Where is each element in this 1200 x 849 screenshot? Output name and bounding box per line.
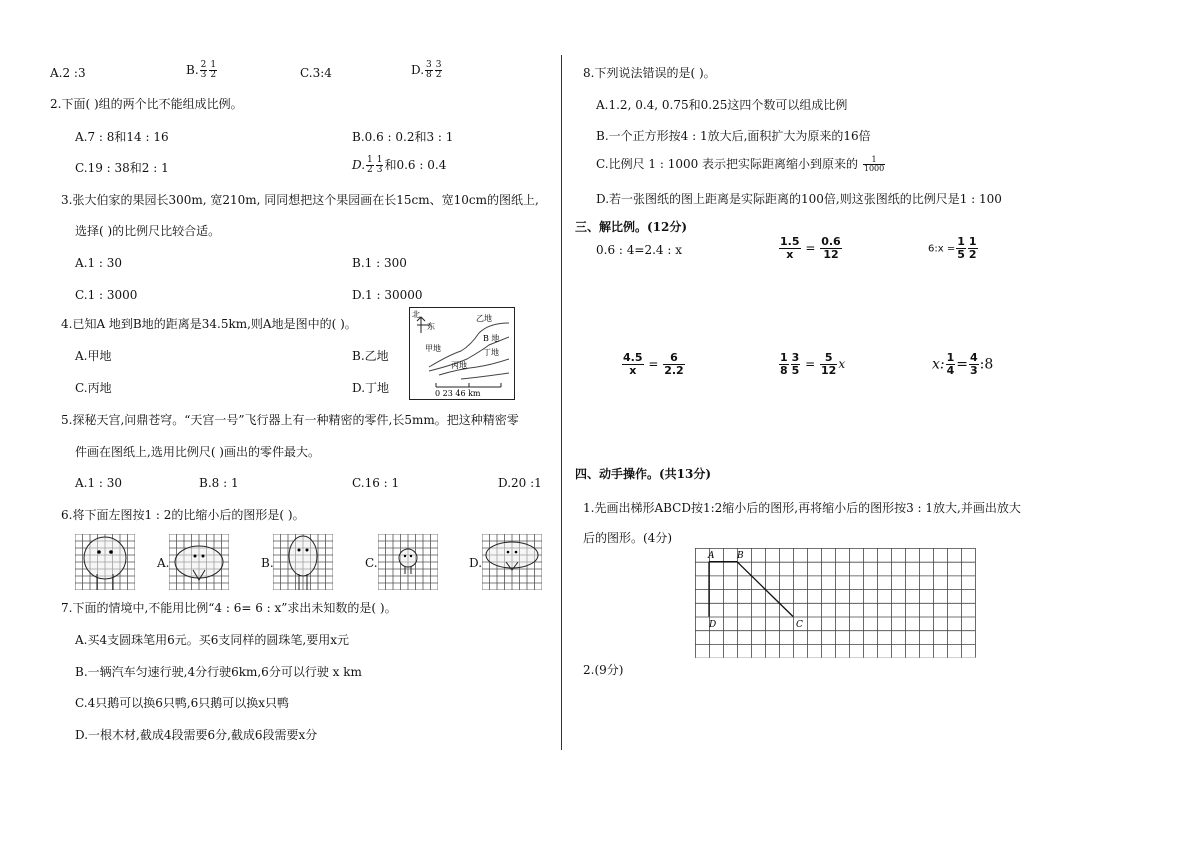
q5-stem-line2: 件画在图纸上,选用比例尺( )画出的零件最大。 xyxy=(75,445,320,459)
q1-option-b: B. $\frac{2}{3}$ $\frac{1}{2}$ xyxy=(186,60,217,80)
q1-option-d: D. $\frac{3}{8}$ $\frac{3}{2}$ xyxy=(411,60,442,80)
q3-stem-line1: 3.张大伯家的果园长300m, 宽210m, 同同想把这个果园画在长15cm、宽10cm的图纸上, xyxy=(61,193,539,207)
q6-option-b-label: B. xyxy=(261,556,274,570)
map-east-label: 东 xyxy=(427,322,435,331)
section-4-q2: 2.(9分) xyxy=(583,663,624,677)
equation-5: $\frac{1}{8}$ $\frac{3}{5}$ = $\frac{5}{12}$ x xyxy=(780,351,846,377)
section-4-q1-line2: 后的图形。(4分) xyxy=(583,531,672,545)
q8-stem: 8.下列说法错误的是( )。 xyxy=(583,66,716,80)
q8-option-d: D.若一张图纸的图上距离是实际距离的100倍,则这张图纸的比例尺是1 : 100 xyxy=(596,192,1002,206)
grid-label-b: B xyxy=(737,551,744,561)
q4-option-a: A.甲地 xyxy=(75,349,112,363)
q7-option-d: D.一根木材,截成4段需要6分,截成6段需要x分 xyxy=(75,728,318,742)
map-scale-label: 0 23 46 km xyxy=(435,389,481,398)
equation-4: $\frac{4.5}{x}$ = $\frac{6}{2.2}$ xyxy=(623,351,684,377)
q8-option-c: C.比例尺 1 : 1000 表示把实际距离缩小到原来的 $\frac{1}{1000}$ xyxy=(596,155,885,173)
trapezoid-grid xyxy=(695,548,976,658)
q7-option-a: A.买4支圆珠笔用6元。买6支同样的圆珠笔,要用x元 xyxy=(75,633,349,647)
q3-option-c: C.1 : 3000 xyxy=(75,288,138,302)
q2-option-c: C.19 : 38和2 : 1 xyxy=(75,161,169,175)
equation-3: 6:x = $\frac{1}{5}$ $\frac{1}{2}$ xyxy=(928,235,977,261)
q6-option-b-figure xyxy=(273,534,333,590)
q6-original-figure xyxy=(75,534,135,590)
equation-2: $\frac{1.5}{x}$ = $\frac{0.6}{12}$ xyxy=(780,235,841,261)
q3-option-d: D.1 : 30000 xyxy=(352,288,423,302)
section-4-title: 四、动手操作。(共13分) xyxy=(575,467,712,481)
q4-option-c: C.丙地 xyxy=(75,381,112,395)
q3-stem-line2: 选择( )的比例尺比较合适。 xyxy=(75,224,221,238)
equation-1: 0.6 : 4=2.4 : x xyxy=(596,243,682,257)
q8-option-a: A.1.2, 0.4, 0.75和0.25这四个数可以组成比例 xyxy=(596,98,848,112)
q6-option-d-figure xyxy=(482,534,542,590)
q2-stem: 2.下面( )组的两个比不能组成比例。 xyxy=(50,97,243,111)
q7-option-c: C.4只鹅可以换6只鸭,6只鹅可以换x只鸭 xyxy=(75,696,290,710)
map-yi-label: 乙地 xyxy=(476,314,492,323)
q4-stem: 4.已知A 地到B地的距离是34.5km,则A地是图中的( )。 xyxy=(61,317,357,331)
q6-option-c-figure xyxy=(378,534,438,590)
q2-option-a: A.7 : 8和14 : 16 xyxy=(75,130,169,144)
map-jia-label: 甲地 xyxy=(425,344,441,353)
map-north-label: 北 xyxy=(412,310,420,319)
q1-option-c: C.3:4 xyxy=(300,66,332,80)
q3-option-a: A.1 : 30 xyxy=(75,256,123,270)
q6-option-d-label: D. xyxy=(469,556,483,570)
q2-option-b: B.0.6 : 0.2和3 : 1 xyxy=(352,130,454,144)
q5-option-b: B.8 : 1 xyxy=(199,476,239,490)
equation-6: x: $\frac{1}{4}$ = $\frac{4}{3}$ :8 xyxy=(932,351,994,377)
q5-stem-line1: 5.探秘天宫,问鼎苍穹。“天宫一号”飞行器上有一种精密的零件,长5mm。把这种精密零 xyxy=(61,413,519,427)
q7-option-b: B.一辆汽车匀速行驶,4分行驶6km,6分可以行驶 x km xyxy=(75,665,362,679)
q5-option-a: A.1 : 30 xyxy=(75,476,123,490)
q4-option-b: B.乙地 xyxy=(352,349,389,363)
q2-option-d: D. $\frac{1}{2}$ $\frac{1}{3}$ 和0.6 : 0.4 xyxy=(352,155,447,175)
q5-option-d: D.20 :1 xyxy=(498,476,542,490)
map-b-label: B 地 xyxy=(483,334,500,343)
q3-option-b: B.1 : 300 xyxy=(352,256,407,270)
map-ding-label: 丁地 xyxy=(483,348,499,357)
q4-option-d: D.丁地 xyxy=(352,381,390,395)
map-bing-label: 丙地 xyxy=(451,361,467,370)
grid-label-c: C xyxy=(796,620,803,630)
q7-stem: 7.下面的情境中,不能用比例“4 : 6= 6 : x”求出未知数的是( )。 xyxy=(61,601,397,615)
q6-option-a-label: A. xyxy=(157,556,170,570)
q6-option-c-label: C. xyxy=(365,556,378,570)
q6-stem: 6.将下面左图按1 : 2的比缩小后的图形是( )。 xyxy=(61,508,305,522)
q8-option-b: B.一个正方形按4 : 1放大后,面积扩大为原来的16倍 xyxy=(596,129,871,143)
q6-option-a-figure xyxy=(169,534,229,590)
q1-option-a: A.2 :3 xyxy=(50,66,86,80)
grid-label-a: A xyxy=(708,551,715,561)
q4-map-figure xyxy=(409,307,515,400)
column-divider xyxy=(561,55,562,750)
section-3-title: 三、解比例。(12分) xyxy=(575,220,688,234)
grid-label-d: D xyxy=(709,620,717,630)
q5-option-c: C.16 : 1 xyxy=(352,476,400,490)
section-4-q1-line1: 1.先画出梯形ABCD按1:2缩小后的图形,再将缩小后的图形按3 : 1放大,并画出放大 xyxy=(583,501,1021,515)
